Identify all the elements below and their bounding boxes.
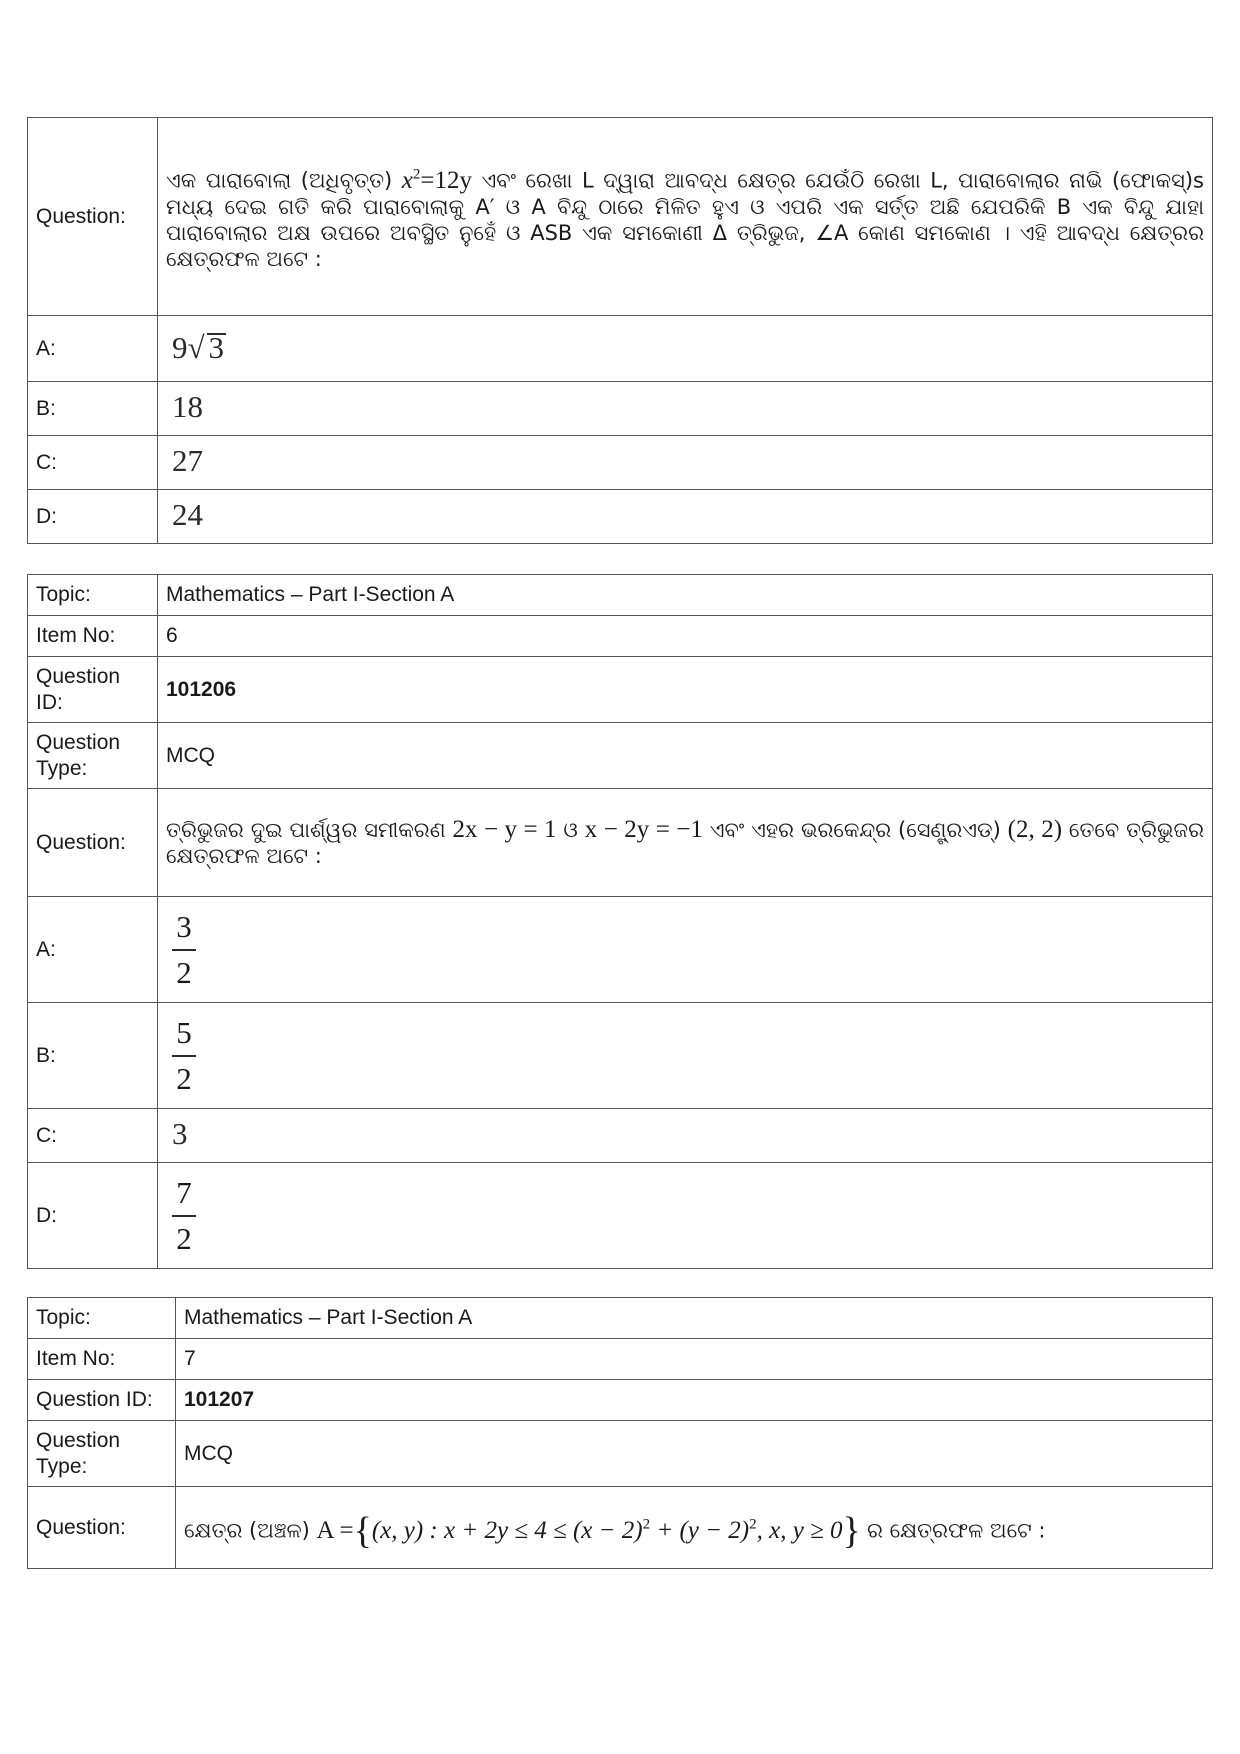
question-math: 2x − y = 1 [452, 815, 557, 843]
question-6-table [27, 574, 1213, 1269]
fraction: $\frac{3}{2}$ [172, 909, 196, 991]
question-5-table [27, 117, 1213, 544]
question-text-part: କ୍ଷେତ୍ର (ଅଞ୍ଚଳ) [184, 1518, 310, 1543]
topic-row [28, 575, 1213, 616]
option-value: 9√ 3 [158, 316, 1213, 382]
option-row-c [28, 436, 1213, 490]
question-type-value: MCQ [176, 1421, 1213, 1487]
topic-value: Mathematics – Part I-Section A [158, 575, 1213, 616]
question-type-row [28, 1421, 1213, 1487]
option-label: D: [28, 490, 158, 544]
question-label: Question: [28, 118, 158, 316]
question-id-value: 101206 [158, 657, 1213, 723]
option-label: B: [28, 382, 158, 436]
question-row [28, 1487, 1213, 1569]
question-row [28, 118, 1213, 316]
question-id-value: 101207 [176, 1380, 1213, 1421]
topic-row [28, 1298, 1213, 1339]
item-row [28, 616, 1213, 657]
item-value: 6 [158, 616, 1213, 657]
option-label: C: [28, 436, 158, 490]
question-7-table [27, 1297, 1213, 1569]
question-math: (2, 2) [1007, 815, 1063, 843]
item-label: Item No: [28, 616, 158, 657]
option-row-a [28, 316, 1213, 382]
question-text [158, 789, 1213, 897]
question-id-label: Question ID: [28, 1380, 176, 1421]
option-label: A: [28, 316, 158, 382]
question-text [176, 1487, 1213, 1569]
question-label: Question: [28, 789, 158, 897]
question-text [158, 118, 1213, 316]
question-type-label: Question Type: [28, 723, 158, 789]
topic-label: Topic: [28, 1298, 176, 1339]
question-type-row [28, 723, 1213, 789]
question-math: x − 2y = −1 [584, 815, 703, 843]
option-row-b [28, 382, 1213, 436]
question-row [28, 789, 1213, 897]
option-row-d [28, 1163, 1213, 1269]
option-value: 27 [158, 436, 1213, 490]
question-math: A ={(x, y) : $x + 2y \le 4 \le (x - 2)^2 + (y - 2)^2$, x, y ≥ 0} [316, 1509, 861, 1552]
question-text-part: ଏବଂ ଏହର ଭରକେନ୍ଦ୍ର (ସେଣ୍ଟ୍ରଏଡ୍) [709, 817, 1001, 842]
fraction: $\frac{7}{2}$ [172, 1175, 196, 1257]
option-label: B: [28, 1003, 158, 1109]
item-row [28, 1339, 1213, 1380]
option-row-b [28, 1003, 1213, 1109]
option-value: 24 [158, 490, 1213, 544]
question-math: $x^2=12y$ [401, 166, 472, 194]
question-text-part: ଏକ ପାରାବୋଲା (ଅଧିବୃତ୍ତ) [166, 168, 393, 193]
option-value [158, 1163, 1213, 1269]
option-label: A: [28, 897, 158, 1003]
question-text-part: ତେବେ ତ୍ରିଭୁଜର କ୍ଷେତ୍ରଫଳ ଅଟେ : [166, 817, 1204, 868]
option-value: 18 [158, 382, 1213, 436]
option-value [158, 897, 1213, 1003]
item-label: Item No: [28, 1339, 176, 1380]
question-text-part: ଏବଂ ରେଖା L ଦ୍ୱାରା ଆବଦ୍ଧ କ୍ଷେତ୍ର ଯେଉଁଠି ରେଖା L, ପାରାବୋଲାର ନାଭି (ଫୋକସ୍)s ମଧ୍ୟ ଦେଇ ଗତି କରି ପାରାବୋଲାକୁ A′ ଓ A ବିନ୍ଦୁ ଠାରେ ମିଳିତ ହୁଏ ଓ ଏପରି ଏକ ସର୍ତ୍ତ ଅଛି ଯେପରିକି B ଏକ ବିନ୍ଦୁ ଯାହା ପାରାବୋଲାର ଅକ୍ଷ ଉପରେ ଅବସ୍ଥିତ ନୁହେଁ ଓ ASB ଏକ ସମକୋଣୀ Δ ତ୍ରିଭୁଜ, ∠A କୋଣ ସମକୋଣ । ଏହି ଆବଦ୍ଧ କ୍ଷେତ୍ରର କ୍ଷେତ୍ରଫଳ ଅଟେ : [166, 168, 1204, 271]
question-type-label: Question Type: [28, 1421, 176, 1487]
option-value [158, 1003, 1213, 1109]
option-value: 3 [158, 1109, 1213, 1163]
question-text-part: ଓ [563, 817, 578, 842]
topic-value: Mathematics – Part I-Section A [176, 1298, 1213, 1339]
question-id-row [28, 1380, 1213, 1421]
option-label: D: [28, 1163, 158, 1269]
item-value: 7 [176, 1339, 1213, 1380]
question-type-value: MCQ [158, 723, 1213, 789]
option-row-a [28, 897, 1213, 1003]
option-label: C: [28, 1109, 158, 1163]
topic-label: Topic: [28, 575, 158, 616]
fraction: $\frac{5}{2}$ [172, 1015, 196, 1097]
question-label: Question: [28, 1487, 176, 1569]
question-id-row [28, 657, 1213, 723]
option-row-d [28, 490, 1213, 544]
question-id-label: Question ID: [28, 657, 158, 723]
option-row-c [28, 1109, 1213, 1163]
question-text-part: ର କ୍ଷେତ୍ରଫଳ ଅଟେ : [867, 1518, 1046, 1543]
question-text-part: ତ୍ରିଭୁଜର ଦୁଇ ପାର୍ଶ୍ୱର ସମୀକରଣ [166, 817, 446, 842]
